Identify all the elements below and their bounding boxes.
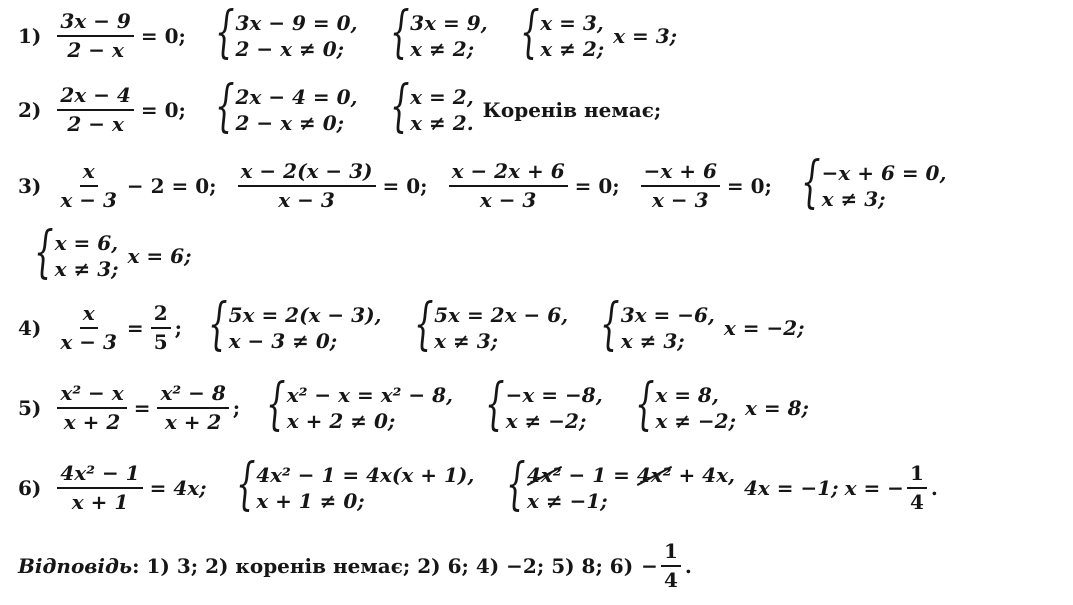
equation-system: { x = 2, x ≠ 2. (389, 74, 474, 139)
equation-system: { −x = −8, x ≠ −2; (485, 372, 603, 437)
equation-line-1: 1) $\frac{3x - 9}{2 - x}$ = 0; { 3x − 9 = 0, 2 − x ≠ 0; { 3x = 9, x ≠ 2; { x = 3, x ≠ 2; x = 3; (18, 0, 678, 65)
equation-system: { x = 6, x ≠ 3; (34, 220, 119, 285)
equation-system: { 3x = −6, x ≠ 3; (600, 292, 715, 357)
item-number: 3) (18, 174, 42, 198)
item-number: 2) (18, 98, 42, 122)
result: x = 8; (744, 396, 809, 420)
equation-system: { x = 8, x ≠ −2; (634, 372, 736, 437)
item-number: 6) (18, 476, 42, 500)
fraction: $\frac{x}{x - 3}$ (60, 301, 117, 354)
item-number: 1) (18, 24, 42, 48)
equation-system: { x² − x = x² − 8, x + 2 ≠ 0; (266, 372, 454, 437)
fraction: $\frac{\text{4x² − 1}}{x + 1}$ (57, 462, 142, 514)
equation-line-6: 6) $\frac{\text{4x² − 1}}{x + 1}$ = 4x; { 4x² − 1 = 4x(x + 1), x + 1 ≠ 0; { 4x² − 1 = 4x² + 4x, x ≠ −1; 4x = −1; x = − $\frac{1}{4}$ . (18, 452, 938, 517)
struck-term: 4x² (636, 463, 672, 487)
result: x = 6; (127, 244, 192, 268)
equation-system: { 3x = 9, x ≠ 2; (389, 0, 488, 65)
fraction: $\frac{x - 2(x - 3)}{x - 3}$ (238, 160, 376, 212)
fraction: $\frac{2x - 4}{2 - x}$ (57, 84, 133, 136)
fraction: $\frac{x}{x - 3}$ (60, 159, 117, 212)
equation-system: { 4x² − 1 = 4x² + 4x, x ≠ −1; (506, 452, 735, 517)
equation-system: { −x + 6 = 0, x ≠ 3; (800, 150, 947, 215)
fraction: $\frac{\text{x² − 8}}{x + 2}$ (157, 382, 228, 434)
answer-text: : 1) 3; 2) коренів немає; 2) 6; 4) −2; 5) 8; 6) (132, 554, 634, 578)
equation-line-3: 3) $\frac{x}{x - 3}$ − 2 = 0; $\frac{x - 2(x - 3)}{x - 3}$ = 0; $\frac{x - 2x + 6}{x - 3}$ = 0; $\frac{-x + 6}{x - 3}$ = 0; { −x + 6 = 0, x ≠ 3; (18, 150, 947, 215)
equation-system: { x = 3, x ≠ 2; (519, 0, 605, 65)
answer-label: Відповідь (18, 554, 133, 578)
fraction: $\frac{1}{4}$ (907, 462, 927, 514)
equation-line-5: 5) $\frac{\text{x² − x}}{x + 2}$ = $\frac{\text{x² − 8}}{x + 2}$ ; { x² − x = x² − 8, x + 2 ≠ 0; { −x = −8, x ≠ −2; { x = 8, x ≠ −2; x = 8; (18, 372, 809, 437)
equation-system: { 5x = 2(x − 3), x − 3 ≠ 0; (208, 292, 382, 357)
result: x = 3; (613, 24, 678, 48)
equation-system: { 4x² − 1 = 4x(x + 1), x + 1 ≠ 0; (235, 452, 475, 517)
equation-line-2: 2) $\frac{2x - 4}{2 - x}$ = 0; { 2x − 4 = 0, 2 − x ≠ 0; { x = 2, x ≠ 2. Коренів немає; (18, 74, 662, 139)
fraction: $\frac{1}{4}$ (661, 540, 681, 592)
item-number: 4) (18, 316, 42, 340)
fraction: $\frac{\text{x² − x}}{x + 2}$ (57, 382, 126, 434)
fraction: $\frac{2}{5}$ (151, 302, 171, 354)
equation-system: { 3x − 9 = 0, 2 − x ≠ 0; (214, 0, 358, 65)
fraction: $\frac{-x + 6}{x - 3}$ (641, 160, 720, 212)
fraction: $\frac{x - 2x + 6}{x - 3}$ (449, 160, 568, 212)
equation-line-4: 4) $\frac{x}{x - 3}$ = $\frac{2}{5}$ ; { 5x = 2(x − 3), x − 3 ≠ 0; { 5x = 2x − 6, x ≠ 3; { 3x = −6, x ≠ 3; x = −2; (18, 292, 805, 357)
result: Коренів немає; (482, 98, 662, 122)
equation-system: { 5x = 2x − 6, x ≠ 3; (413, 292, 569, 357)
result: x = −2; (723, 316, 805, 340)
fraction: $\frac{3x - 9}{2 - x}$ (57, 10, 133, 62)
answer-line: Відповідь : 1) 3; 2) коренів немає; 2) 6; 4) −2; 5) 8; 6) − $\frac{1}{4}$ . (18, 539, 692, 592)
equation-system: { 2x − 4 = 0, 2 − x ≠ 0; (214, 74, 358, 139)
equation-line-3-continued (8, 220, 194, 285)
item-number: 5) (18, 396, 42, 420)
struck-term: 4x² (526, 463, 562, 487)
